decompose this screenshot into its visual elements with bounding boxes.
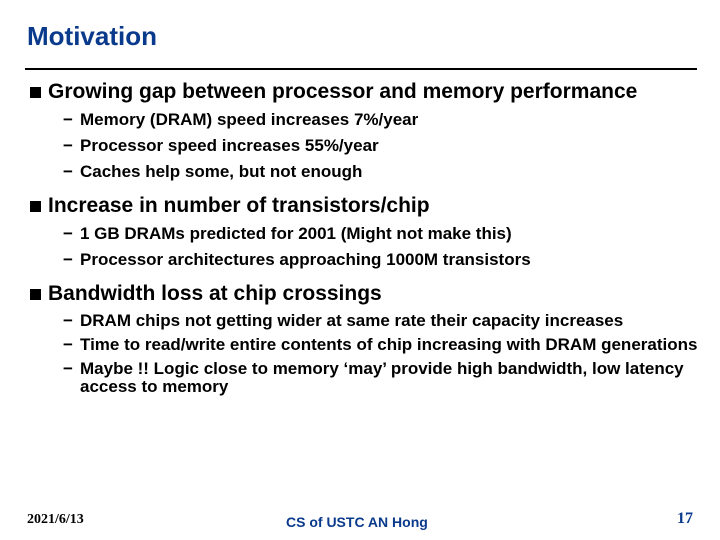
title-divider [25, 68, 697, 70]
square-bullet-icon [30, 201, 41, 212]
sub-bullet-list [30, 224, 700, 270]
sub-bullet-text: Memory (DRAM) speed increases 7%/year [80, 110, 419, 129]
sub-bullet-text: Processor architectures approaching 1000M transistors [80, 250, 531, 269]
bullet-text: Growing gap between processor and memory performance [48, 80, 638, 103]
sub-bullet-item [30, 110, 700, 130]
dash-bullet-icon: − [63, 136, 73, 155]
sub-bullet-item [30, 136, 700, 156]
sub-bullet-item [30, 336, 700, 354]
sub-bullet-list [30, 312, 700, 396]
square-bullet-icon [30, 289, 41, 300]
bullet-text: Bandwidth loss at chip crossings [48, 282, 382, 305]
sub-bullet-text: Maybe !! Logic close to memory ‘may’ provide high bandwidth, low latency access to memory [80, 359, 684, 396]
dash-bullet-icon: − [63, 359, 73, 378]
square-bullet-icon [30, 87, 41, 98]
slide-body [30, 80, 700, 408]
sub-bullet-text: 1 GB DRAMs predicted for 2001 (Might not make this) [80, 224, 512, 243]
bullet-item [30, 282, 700, 306]
sub-bullet-list [30, 110, 700, 182]
sub-bullet-item [30, 250, 700, 270]
dash-bullet-icon: − [63, 110, 73, 129]
sub-bullet-item [30, 224, 700, 244]
dash-bullet-icon: − [63, 162, 73, 181]
bullet-text: Increase in number of transistors/chip [48, 194, 430, 217]
dash-bullet-icon: − [63, 335, 73, 354]
bullet-item [30, 194, 700, 218]
page-number: 17 [677, 510, 693, 527]
footer-date: 2021/6/13 [27, 512, 84, 527]
dash-bullet-icon: − [63, 311, 73, 330]
footer-course-label: CS of USTC AN Hong [286, 514, 428, 530]
sub-bullet-text: Processor speed increases 55%/year [80, 136, 379, 155]
sub-bullet-text: DRAM chips not getting wider at same rate their capacity increases [80, 311, 624, 330]
sub-bullet-text: Caches help some, but not enough [80, 162, 363, 181]
sub-bullet-text: Time to read/write entire contents of chip increasing with DRAM generations [80, 335, 698, 354]
slide-title: Motivation [27, 21, 157, 51]
sub-bullet-item [30, 162, 700, 182]
sub-bullet-item [30, 360, 700, 396]
bullet-item [30, 80, 700, 104]
dash-bullet-icon: − [63, 224, 73, 243]
dash-bullet-icon: − [63, 250, 73, 269]
sub-bullet-item [30, 312, 700, 330]
